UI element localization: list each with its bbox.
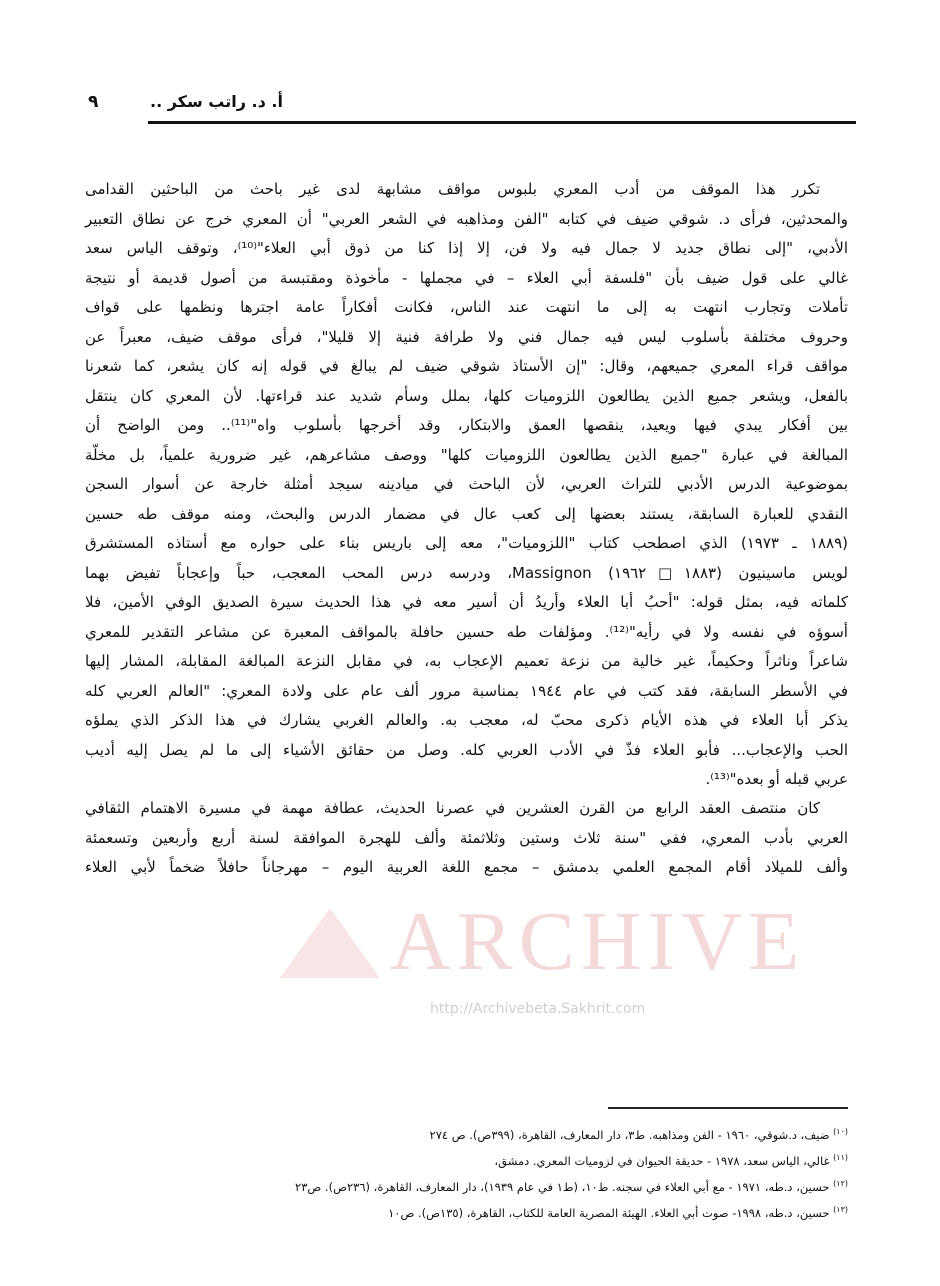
text-line: يذكر أبا العلاء في هذه الأيام ذكرى محبّ له، معجب به. والعالم الغربي يشارك في هذا الذكر الذي يملؤه [85, 711, 848, 729]
footnote [295, 1176, 848, 1195]
footnote-rule [608, 1107, 848, 1109]
footnote-text: ضيف، د.شوقي، ١٩٦٠ - الفن ومذاهبه. ط٣، دار المعارف، القاهرة، (٣٩٩ص). ص ٢٧٤ [429, 1127, 830, 1142]
text-line: والمحدثين، فرأى د. شوقي ضيف في كتابه "الفن ومذاهبه في الشعر العربي" أن المعري خرج عن نطاق التعبير [85, 209, 848, 228]
page-number: ٩ [88, 92, 99, 112]
running-title: أ. د. راتب سكر .. [150, 92, 283, 111]
text-line: وألف للميلاد أقام المجمع العلمي بدمشق – مجمع اللغة العربية اليوم – مهرجاناً حافلاً ضخماً لأبي العلاء [85, 858, 848, 876]
text-line: (١٨٨٩ ـ ١٩٧٣) الذي اصطحب كتاب "اللزوميات"، معه إلى باريس بناء على حواره مع أستاذه المستشرق [85, 534, 848, 552]
text-line: وحروف مختلفة بأسلوب ليس فيه جمال فني ولا طرافة فنية إلا قليلا"، فرأى موقف ضيف، معبراً عن [85, 327, 848, 346]
text-line: غالي على قول ضيف بأن "فلسفة أبي العلاء – في مجملها - مأخوذة ومقتبسة من أصول قديمة أو نتيجة [85, 268, 848, 287]
footnote [494, 1150, 848, 1169]
footnote [388, 1202, 848, 1221]
text-line: تأملات وتجارب انتهت به إلى ما انتهت عند الناس، فكانت أفكاراً عامة اجترها ونظمها على قواف [85, 298, 848, 316]
header-rule [148, 121, 856, 124]
watermark-text: ARCHIVE [390, 895, 806, 988]
text-line: الحب والإعجاب... فأبو العلاء فذّ في الأدب العربي كله. وصل من حقائق الأشياء إلى ما لم يصل إليه أديب [85, 740, 848, 759]
text-line: كلماته فيه، بمثل قوله: "أحبُ أبا العلاء وأريدُ أن أسير معه في هذا الحديث سيرة الصديق الوفي الأمين، فلا [85, 593, 848, 611]
footnote-number: (١٢) [833, 1179, 848, 1188]
text-line: في الأسطر السابقة، فقد كتب في عام ١٩٤٤ بمناسبة مرور ألف عام على ولادة المعري: "العالم العربي كله [85, 681, 848, 700]
text-line: لويس ماسينيون (١٨٨٣□١٩٦٢) Massignon، ودرسه درس المحب المعجب، حباً وإعجاباً تفيض بهما [85, 563, 848, 582]
text-line: بين أفكار يبدي فيها ويعيد، ينقصها العمق والابتكار، وقد أخرجها بأسلوب واه"⁽¹¹⁾.. ومن الواضح أن [85, 416, 849, 434]
watermark-url: http://Archivebeta.Sakhrit.com [430, 1001, 646, 1017]
text-line: بالفعل، ويشعر جميع الذين يطالعون اللزوميات كلها، بملل وسأم شديد عند قراءتها. لأن المعري كان ينتقل [85, 386, 848, 405]
text-line: شاعراً وناثراً وحكيماً، غير خالية من نزعة تعميم الإعجاب به، في مقابل النزعة المبالغة المقابلة، المشار إليها [85, 652, 848, 670]
footnote-number: (١٠) [833, 1127, 848, 1136]
text-line: بموضوعية الدرس الأدبي للتراث العربي، لأن الباحث في ميادينه سيجد أمثلة خارجة عن أسوار السجن [85, 475, 848, 493]
text-line: عربي قبله أو بعده"⁽¹³⁾. [705, 770, 848, 788]
text-line: أسوؤه في نفسه ولا في رأيه"⁽¹²⁾. ومؤلفات طه حسين حافلة بالمواقف المعبرة عن مشاعر التقدير للمعري [85, 622, 848, 641]
text-line: مواقف قراء المعري جميعهم، وقال: "إن الأستاذ شوقي ضيف لم يبالغ في قوله إنه كان يشعر، كما شعرنا [85, 357, 848, 375]
footnote-number: (١١) [833, 1153, 848, 1162]
footnote-number: (١٣) [833, 1205, 848, 1214]
text-line: المبالغة في عبارة "جميع الذين يطالعون اللزوميات كلها" ووصف مشاعرهم، غير ضرورية علمياً، بل مخلّة [85, 445, 848, 464]
text-line: العربي بأدب المعري، ففي "سنة ثلاث وستين وثلاثمئة وألف للهجرة الموافقة لسنة أربع وأربعين وتسعمئة [85, 828, 848, 847]
footnote [430, 1124, 848, 1143]
footnote-text: حسين، د.طه، ١٩٧١ - مع أبي العلاء في سجنه. ط١٠، (ط١ في عام ١٩٣٩)، دار المعارف، القاهرة، (٢٣٦ص). ص٢٣ [295, 1179, 830, 1194]
footnote-text: غالي، الياس سعد، ١٩٧٨ - حديقة الحيوان في لزوميات المعري. دمشق، [494, 1153, 830, 1168]
footnote-text: حسين، د.طه، ١٩٩٨- صوت أبي العلاء. الهيئة المصرية العامة للكتاب، القاهرة، (١٣٥ص). ص١٠ [388, 1205, 830, 1220]
text-line: النقدي للعبارة السابقة، يستند بعضها إلى كعب عال في مضمار الدرس والبحث، ومنه موقف طه حسين [85, 504, 848, 523]
watermark [260, 888, 820, 1098]
book-logo-icon [280, 908, 380, 978]
text-line: كان منتصف العقد الرابع من القرن العشرين في عصرنا الحديث، عطافة مهمة في مسيرة الاهتمام الثقافي [85, 799, 820, 817]
text-line: الأدبي، "إلى نطاق جديد لا جمال فيه ولا فن، إلا إذا كنا من ذوق أبي العلاء"⁽¹⁰⁾، وتوقف الياس سعد [85, 239, 848, 257]
text-line: تكرر هذا الموقف من أدب المعري بلبوس مواقف مشابهة لدى غير باحث من الباحثين القدامى [85, 180, 820, 198]
